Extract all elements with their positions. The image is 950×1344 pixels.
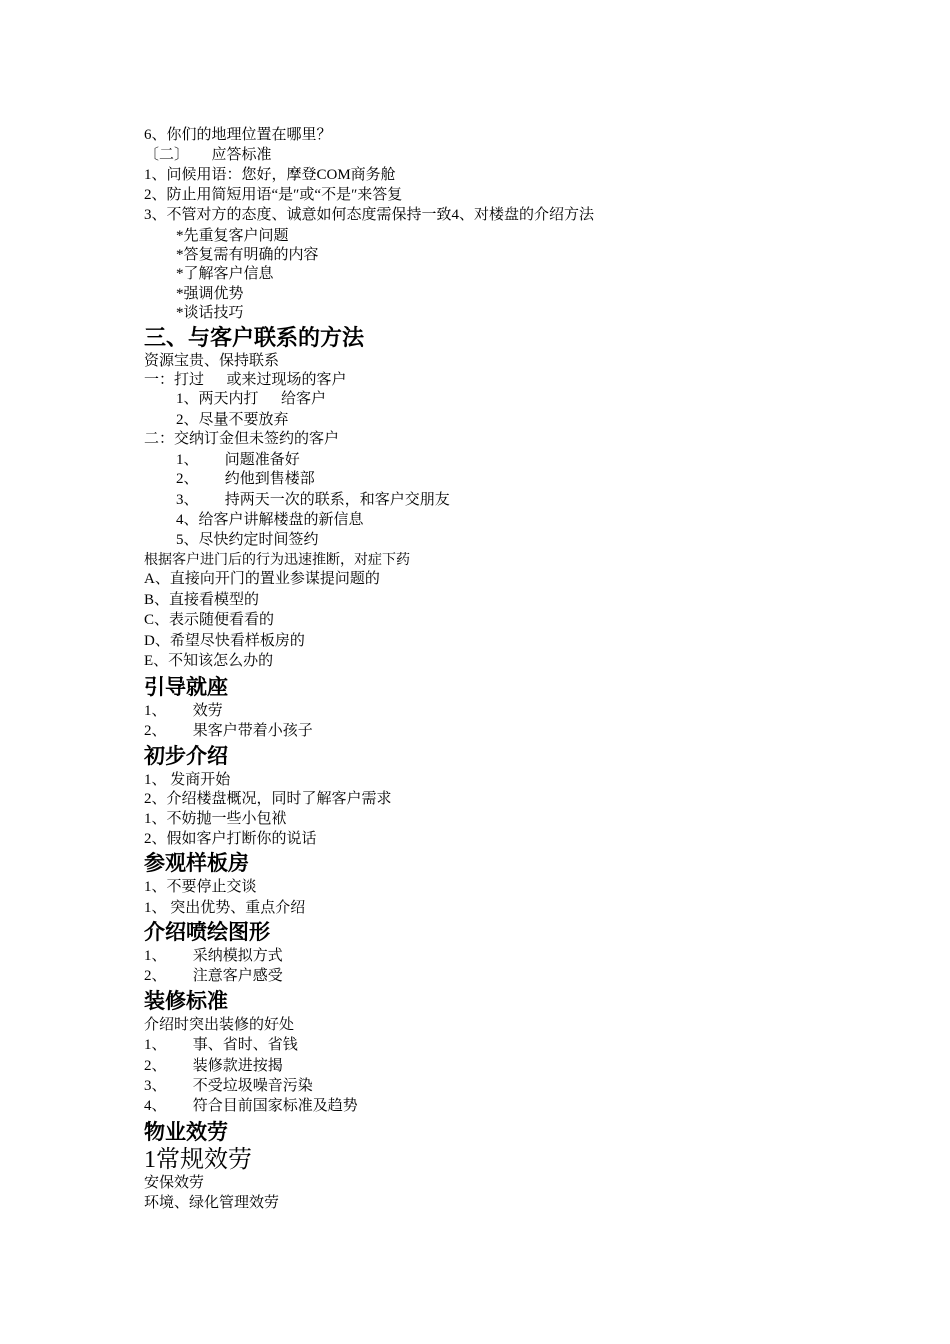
question-location: 6、你们的地理位置在哪里？ — [144, 127, 332, 143]
decoration-item-4: 4、 符合目前国家标准及趋势 — [144, 1098, 358, 1114]
heading-property-service: 物业效劳 — [144, 1119, 228, 1144]
contact-two-item-3: 3、 持两天一次的联系，和客户交朋友 — [176, 492, 450, 508]
contact-two-item-4: 4、给客户讲解楼盘的新信息 — [176, 512, 364, 528]
render-item-2: 2、 注意客户感受 — [144, 968, 283, 984]
heading-initial-intro: 初步介绍 — [144, 743, 228, 768]
contact-one-item-2: 2、尽量不要放弃 — [176, 412, 289, 428]
heading-guide-seat: 引导就座 — [144, 674, 228, 699]
contact-two-item-2: 2、 约他到售楼部 — [176, 471, 315, 487]
initial-intro-item-1: 1、 发商开始 — [144, 772, 231, 788]
initial-intro-sub-1: 1、不妨抛一些小包袱 — [144, 811, 287, 827]
behavior-a: A、直接向开门的置业参谋提问题的 — [144, 571, 380, 587]
guide-seat-item-2: 2、 果客户带着小孩子 — [144, 723, 313, 739]
method-know-client: *了解客户信息 — [176, 266, 274, 282]
answer-consistent-attitude: 3、不管对方的态度、诚意如何态度需保持一致4、对楼盘的介绍方法 — [144, 207, 595, 223]
heading-decoration-standard: 装修标准 — [144, 988, 228, 1013]
behavior-b: B、直接看模型的 — [144, 592, 260, 608]
contact-two-item-1: 1、 问题准备好 — [176, 452, 300, 468]
decoration-item-3: 3、 不受垃圾噪音污染 — [144, 1078, 313, 1094]
method-clear-answer: *答复需有明确的内容 — [176, 247, 319, 263]
heading-render-intro: 介绍喷绘图形 — [144, 919, 270, 944]
method-repeat-question: *先重复客户问题 — [176, 228, 289, 244]
guide-seat-item-1: 1、 效劳 — [144, 703, 223, 719]
contact-two-item-5: 5、尽快约定时间签约 — [176, 532, 319, 548]
contact-intro: 资源宝贵、保持联系 — [144, 353, 280, 369]
behavior-c: C、表示随便看看的 — [144, 612, 275, 628]
contact-one-item-1: 1、两天内打 给客户 — [176, 391, 327, 407]
initial-intro-sub-2: 2、假如客户打断你的说话 — [144, 831, 317, 847]
visit-item-2: 1、 突出优势、重点介绍 — [144, 900, 306, 916]
visit-item-1: 1、不要停止交谈 — [144, 879, 257, 895]
behavior-e: E、不知该怎么办的 — [144, 653, 274, 669]
heading-regular-service: 1常规效劳 — [144, 1147, 252, 1173]
method-emphasize-advantage: *强调优势 — [176, 286, 244, 302]
method-talk-skills: *谈话技巧 — [176, 305, 244, 321]
service-security: 安保效劳 — [144, 1175, 205, 1191]
contact-group-two: 二：交纳订金但未签约的客户 — [144, 431, 340, 447]
behavior-judgement-note: 根据客户进门后的行为迅速推断，对症下药 — [144, 552, 410, 568]
initial-intro-item-2: 2、介绍楼盘概况，同时了解客户需求 — [144, 791, 392, 807]
section-answer-standard: 〔二〕 应答标准 — [144, 147, 272, 163]
answer-avoid-short: 2、防止用简短用语“是″或“不是″来答复 — [144, 187, 403, 203]
decoration-item-2: 2、 装修款进按揭 — [144, 1058, 283, 1074]
answer-greeting: 1、问候用语：您好，摩登COM商务舱 — [144, 167, 396, 183]
heading-visit-model-room: 参观样板房 — [144, 850, 249, 875]
contact-group-one: 一：打过 或来过现场的客户 — [144, 372, 347, 388]
decoration-item-1: 1、 事、省时、省钱 — [144, 1037, 298, 1053]
behavior-d: D、希望尽快看样板房的 — [144, 633, 305, 649]
heading-contact-methods: 三、与客户联系的方法 — [144, 325, 365, 351]
service-environment: 环境、绿化管理效劳 — [144, 1195, 280, 1211]
decoration-intro: 介绍时突出装修的好处 — [144, 1017, 295, 1033]
render-item-1: 1、 采纳模拟方式 — [144, 948, 283, 964]
